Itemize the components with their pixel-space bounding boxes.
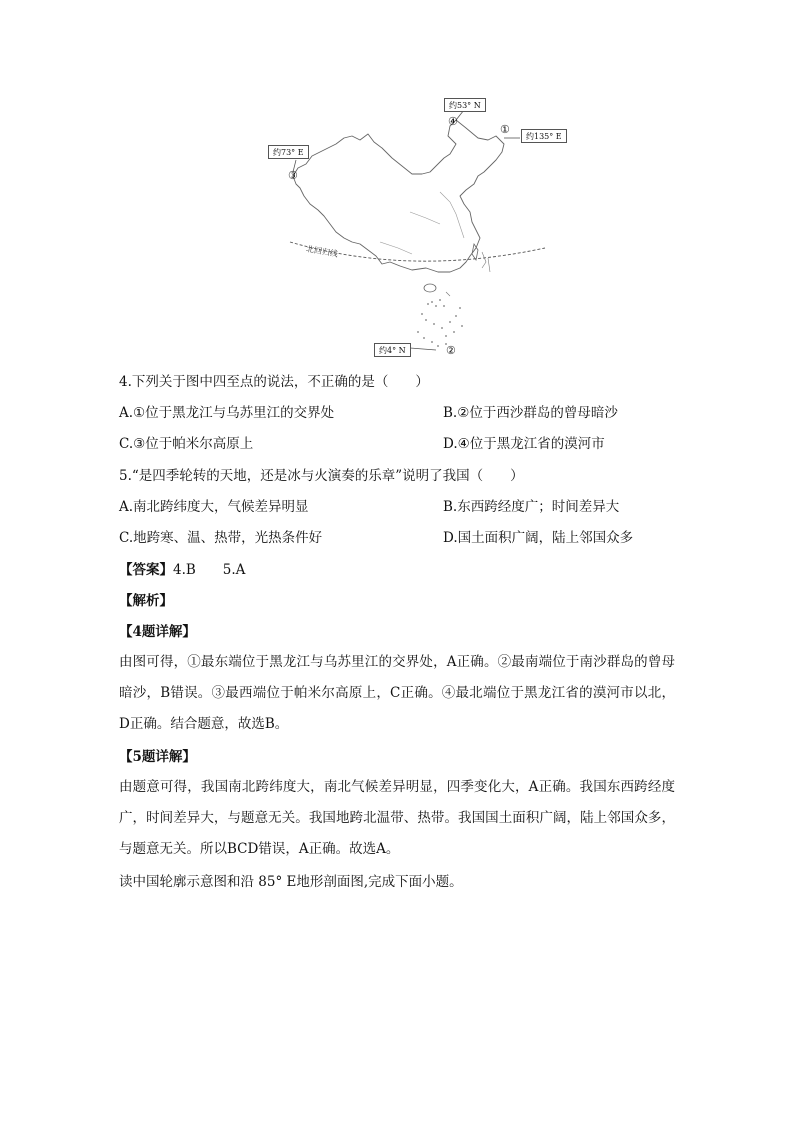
answer-value: 4.B 5.A [173, 562, 246, 578]
q5-option-a: A.南北跨纬度大，气候差异明显 [119, 499, 309, 515]
q4-option-a: A.①位于黑龙江与乌苏里江的交界处 [119, 405, 335, 421]
answer-line [119, 560, 245, 580]
west-longitude-label: 约73° E [268, 145, 309, 159]
detail4-label: 【4题详解】 [119, 624, 196, 640]
q4-option-b: B.②位于西沙群岛的曾母暗沙 [443, 405, 618, 421]
q4-option-c: C.③位于帕米尔高原上 [119, 436, 254, 452]
south-latitude-label: 约4° N [374, 343, 411, 357]
marker-west: ③ [288, 169, 298, 182]
hainan-island [424, 284, 436, 292]
detail4-text: 由图可得，①最东端位于黑龙江与乌苏里江的交界处，A正确。②最南端位于南沙群岛的曾母暗沙，B错误。③最西端位于帕米尔高原上，C正确。④最北端位于黑龙江省的漠河市以北，D正确。结合题意，故选B。 [119, 654, 675, 732]
detail5-text: 由题意可得，我国南北跨纬度大，南北气候差异明显，四季变化大，A正确。我国东西跨经度广，时间差异大，与题意无关。我国地跨北温带、热带。我国国土面积广阔，陆上邻国众多，与题意无关。所以BCD错误，A正确。故选A。 [119, 779, 675, 857]
answer-label: 【答案】 [119, 562, 173, 578]
tropic-label: 北回归线 [305, 244, 339, 259]
inner-boundary [380, 192, 464, 254]
marker-east: ① [500, 123, 510, 136]
q4-stem: 4.下列关于图中四至点的说法，不正确的是（ ） [119, 374, 429, 390]
north-latitude-label: 约53° N [444, 98, 486, 112]
q4-option-d: D.④位于黑龙江省的漠河市 [443, 436, 605, 452]
next-question-intro: 读中国轮廓示意图和沿 85° E地形剖面图,完成下面小题。 [119, 874, 463, 890]
south-sea-islands [417, 299, 463, 347]
map-svg [260, 92, 560, 364]
marker-north: ④ [448, 115, 458, 128]
q5-option-d: D.国土面积广阔，陆上邻国众多 [443, 530, 634, 546]
leader-lines [293, 110, 520, 350]
east-longitude-label: 约135° E [521, 129, 567, 143]
china-outline-map [260, 92, 560, 364]
detail5-label: 【5题详解】 [119, 749, 196, 765]
marker-south: ② [446, 344, 456, 357]
q5-option-b: B.东西跨经度广；时间差异大 [443, 499, 620, 515]
q5-stem: 5.“是四季轮转的天地，还是冰与火演奏的乐章”说明了我国（ ） [119, 468, 524, 484]
q5-option-c: C.地跨寒、温、热带，光热条件好 [119, 530, 323, 546]
analysis-label: 【解析】 [119, 593, 173, 609]
